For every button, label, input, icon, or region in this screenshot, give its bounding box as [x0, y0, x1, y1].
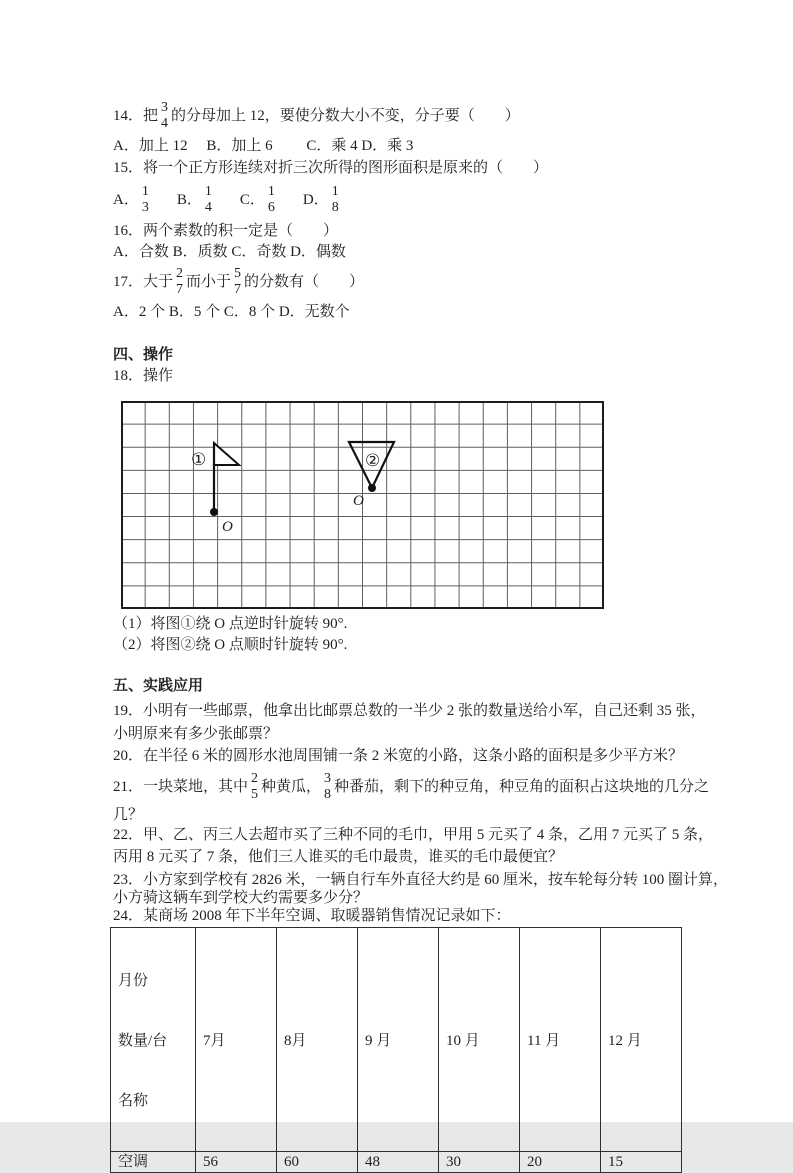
question-24: 24．某商场 2008 年下半年空调、取暖器销售情况记录如下：: [113, 908, 511, 924]
table-header-month: 7月: [196, 928, 277, 1152]
question-17-text: 17．大于: [113, 273, 174, 290]
table-header-corner: [111, 928, 196, 1152]
question-18-sub-1: （1）将图①绕 O 点逆时针旋转 90°.: [113, 616, 348, 632]
question-19-line-2: 小明原来有多少张邮票？: [113, 726, 279, 742]
question-17-options: A．2 个 B．5 个 C．8 个 D．无数个: [113, 304, 350, 320]
option-c-label: C．: [239, 191, 265, 208]
fraction-numerator: 5: [234, 266, 242, 281]
grid-figure: [121, 401, 604, 609]
corner-line-name: 名称: [118, 1093, 149, 1109]
question-21-text-mid: 种黄瓜，: [261, 778, 322, 795]
section-4-heading: 四、操作: [113, 347, 174, 363]
fraction-numerator: 1: [204, 184, 212, 199]
fraction-denominator: 6: [267, 200, 275, 215]
fraction-denominator: 7: [176, 282, 184, 297]
question-21-text: 21．一块菜地，其中: [113, 778, 249, 795]
fraction-denominator: 4: [161, 116, 169, 131]
question-14: [113, 94, 520, 138]
table-header-month: 12 月: [601, 928, 682, 1152]
question-21-text-after: 种番茄，剩下的种豆角，种豆角的面积占这块地的几分之: [334, 778, 710, 795]
sales-table: [110, 927, 682, 1173]
question-18: 18．操作: [113, 368, 174, 384]
question-15-options: [113, 178, 342, 222]
fraction-denominator: 8: [331, 200, 339, 215]
question-14-text-after: 的分母加上 12，要使分数大小不变，分子要（ ）: [171, 107, 520, 124]
grid-canvas: [121, 401, 604, 609]
fraction-numerator: 3: [161, 100, 169, 115]
fraction: [161, 100, 168, 132]
fraction-denominator: 4: [204, 200, 212, 215]
fraction: [142, 184, 149, 216]
table-header-month: 11 月: [520, 928, 601, 1152]
fraction-denominator: 5: [251, 787, 259, 802]
shape-2-label: ②: [365, 451, 381, 470]
option-a-label: A．: [113, 191, 139, 208]
fraction: [251, 771, 258, 803]
fraction-numerator: 2: [176, 266, 184, 281]
question-21-line-2: 几？: [113, 807, 144, 823]
table-header-month: 10 月: [439, 928, 520, 1152]
question-20: 20．在半径 6 米的圆形水池周围铺一条 2 米宽的小路，这条小路的面积是多少平方米？: [113, 748, 684, 764]
fraction: [324, 771, 331, 803]
table-row-label: 空调: [111, 1152, 196, 1173]
fraction-numerator: 3: [324, 771, 332, 786]
question-16: 16．两个素数的积一定是（ ）: [113, 223, 339, 239]
fraction-numerator: 1: [141, 184, 149, 199]
option-d-label: D．: [302, 191, 329, 208]
point-o2-label: O: [353, 493, 364, 509]
question-17-text-after: 的分数有（ ）: [244, 273, 365, 290]
fraction-numerator: 2: [251, 771, 259, 786]
question-14-options: A．加上 12 B．加上 6 C．乘 4 D．乘 3: [113, 138, 414, 154]
fraction: [332, 184, 339, 216]
question-16-options: A．合数 B．质数 C．奇数 D．偶数: [113, 244, 346, 260]
flag-triangle-shape: [214, 443, 239, 465]
fraction: [205, 184, 212, 216]
question-22-line-1: 22．甲、乙、丙三人去超市买了三种不同的毛巾，甲用 5 元买了 4 条，乙用 7 元买了 5 条，: [113, 827, 714, 843]
question-15: 15．将一个正方形连续对折三次所得的图形面积是原来的（ ）: [113, 160, 549, 176]
question-22-line-2: 丙用 8 元买了 7 条，他们三人谁买的毛巾最贵，谁买的毛巾最便宜？: [113, 849, 564, 865]
question-17-text-mid: 而小于: [186, 273, 232, 290]
table-header-row: [111, 928, 682, 1152]
question-14-text: 14．把: [113, 107, 159, 124]
table-cell: 56: [196, 1152, 277, 1173]
question-23-line-1: 23．小方家到学校有 2826 米，一辆自行车外直径大约是 60 厘米，按车轮每分转 100 圈计算，: [113, 872, 729, 888]
question-17: [113, 260, 364, 304]
fraction: [176, 266, 183, 298]
rotation-point-2: [368, 484, 376, 492]
table-row: [111, 1152, 682, 1173]
fraction-denominator: 8: [324, 787, 332, 802]
rotation-point-1: [210, 508, 218, 516]
fraction-numerator: 1: [267, 184, 275, 199]
point-o1-label: O: [222, 519, 233, 535]
fraction: [234, 266, 241, 298]
question-19-line-1: 19．小明有一些邮票，他拿出比邮票总数的一半少 2 张的数量送给小军，自己还剩 35 张，: [113, 703, 706, 719]
table-cell: 30: [439, 1152, 520, 1173]
question-18-sub-2: （2）将图②绕 O 点顺时针旋转 90°.: [113, 637, 348, 653]
corner-line-month: 月份: [118, 973, 149, 989]
table-header-month: 9 月: [358, 928, 439, 1152]
fraction: [268, 184, 275, 216]
fraction-denominator: 7: [234, 282, 242, 297]
corner-line-quantity: 数量/台: [118, 1033, 168, 1049]
shape-1-label: ①: [191, 450, 207, 469]
option-b-label: B．: [176, 191, 202, 208]
table-cell: 48: [358, 1152, 439, 1173]
question-23-line-2: 小方骑这辆车到学校大约需要多少分？: [113, 890, 369, 906]
table-header-month: 8月: [277, 928, 358, 1152]
table-cell: 15: [601, 1152, 682, 1173]
table-cell: 20: [520, 1152, 601, 1173]
fraction-numerator: 1: [331, 184, 339, 199]
question-21-line-1: [113, 765, 709, 809]
fraction-denominator: 3: [141, 200, 149, 215]
section-5-heading: 五、实践应用: [113, 678, 204, 694]
table-cell: 60: [277, 1152, 358, 1173]
